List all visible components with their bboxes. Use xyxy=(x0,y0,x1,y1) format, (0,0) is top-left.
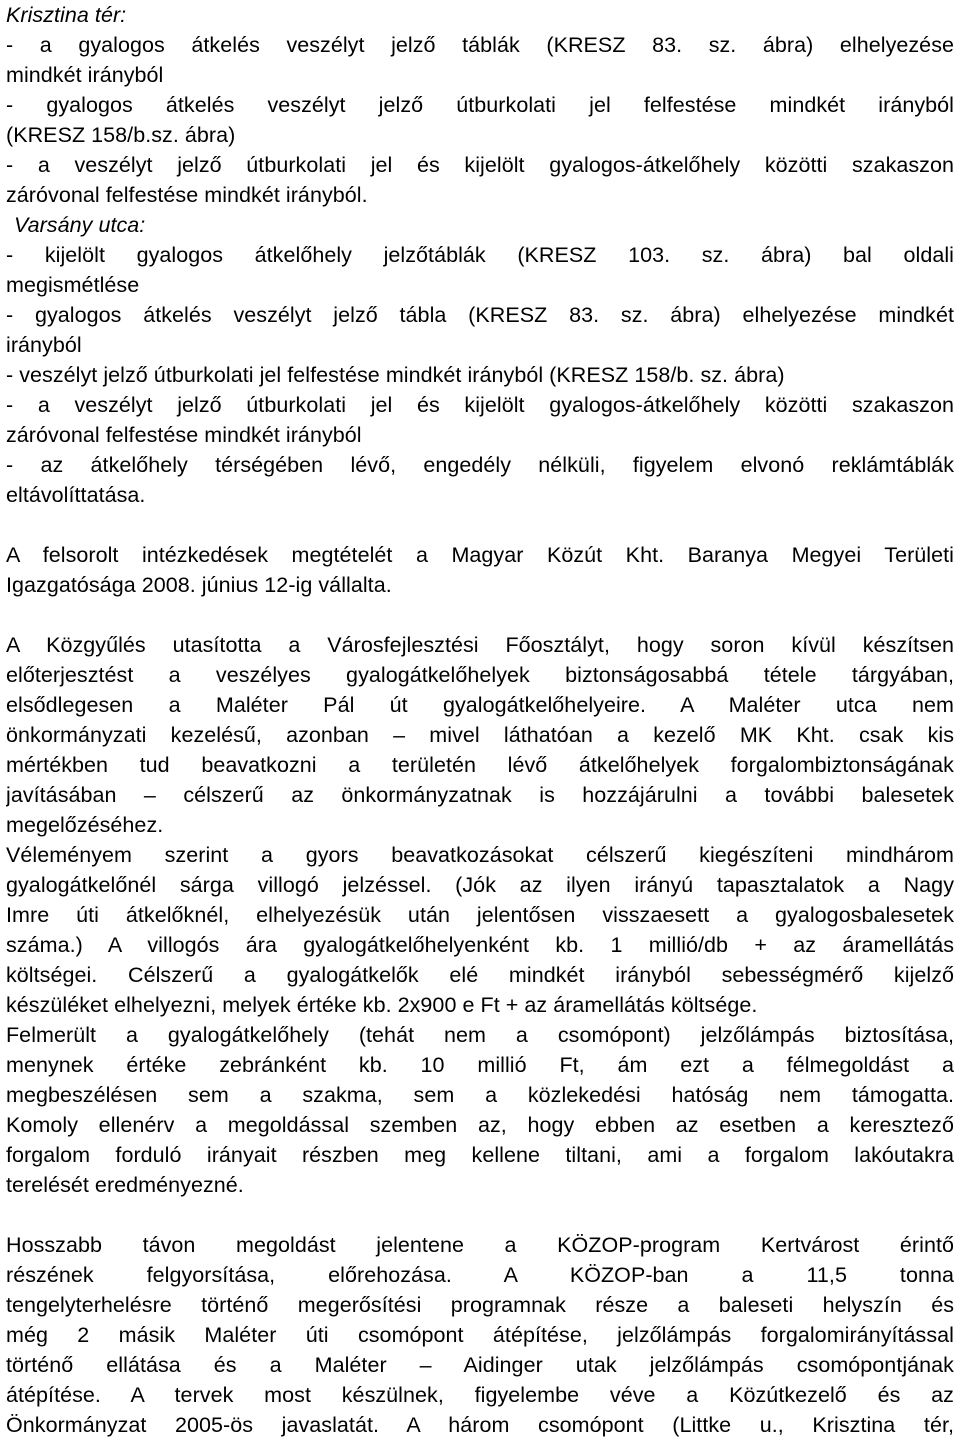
text-line: tengelyterhelésre történő megerősítési programnak része a baleseti helyszín és xyxy=(6,1293,954,1317)
text-line: Véleményem szerint a gyors beavatkozásokat célszerű kiegészíteni mindhárom xyxy=(6,843,954,867)
section-varsany-utca xyxy=(6,210,954,510)
text-line: Felmerült a gyalogátkelőhely (tehát nem a csomópont) jelzőlámpás biztosítása, xyxy=(6,1023,954,1047)
text-line: Imre úti átkelőknél, elhelyezésük után jelentősen visszaesett a gyalogosbalesetek xyxy=(6,903,954,927)
text-line: záróvonal felfestése mindkét irányból. xyxy=(6,183,368,207)
text-line: menynek értéke zebránként kb. 10 millió Ft, ám ezt a félmegoldást a xyxy=(6,1053,954,1077)
text-line: készüléket elhelyezni, melyek értéke kb. 2x900 e Ft + az áramellátás költsége. xyxy=(6,993,758,1017)
text-line: önkormányzati kezelésű, azonban – mivel láthatóan a kezelő MK Kht. csak kis xyxy=(6,723,954,747)
text-line: mindkét irányból xyxy=(6,63,164,87)
section-heading: Krisztina tér: xyxy=(6,3,127,27)
text-line: - veszélyt jelző útburkolati jel felfestése mindkét irányból (KRESZ 158/b. sz. ábra) xyxy=(6,363,785,387)
paragraph-assembly-instruction xyxy=(6,630,954,1200)
text-line: száma.) A villogós ára gyalogátkelőhelyenként kb. 1 millió/db + az áramellátás xyxy=(6,933,954,957)
text-line: - a veszélyt jelző útburkolati jel és kijelölt gyalogos-átkelőhely közötti szakaszon xyxy=(6,393,954,417)
text-line: javításában – célszerű az önkormányzatnak is hozzájárulni a további balesetek xyxy=(6,783,954,807)
text-line: megbeszélésen sem a szakma, sem a közlekedési hatóság nem támogatta. xyxy=(6,1083,954,1107)
text-line: Önkormányzat 2005-ös javaslatát. A három csomópont (Littke u., Krisztina tér, xyxy=(6,1413,954,1437)
text-line: történő ellátása és a Maléter – Aidinger utak jelzőlámpás csomópontjának xyxy=(6,1353,954,1377)
text-line: előterjesztést a veszélyes gyalogátkelőhelyek biztonságosabbá tétele tárgyában, xyxy=(6,663,954,687)
text-line: terelését eredményezné. xyxy=(6,1173,244,1197)
text-line: - a gyalogos átkelés veszélyt jelző táblák (KRESZ 83. sz. ábra) elhelyezése xyxy=(6,33,954,57)
text-line: forgalom forduló irányait részben meg kellene tiltani, ami a forgalom lakóutakra xyxy=(6,1143,954,1167)
text-line: záróvonal felfestése mindkét irányból xyxy=(6,423,362,447)
document-page xyxy=(6,0,954,1440)
text-line: A Közgyűlés utasította a Városfejlesztési Főosztályt, hogy soron kívül készítsen xyxy=(6,633,954,657)
text-line: átépítése. A tervek most készülnek, figyelembe véve a Közútkezelő és az xyxy=(6,1383,954,1407)
text-line: Komoly ellenérv a megoldással szemben az, hogy ebben az esetben a keresztező xyxy=(6,1113,954,1137)
text-line: megelőzéséhez. xyxy=(6,813,164,837)
text-line: részének felgyorsítása, előrehozása. A KÖZOP-ban a 11,5 tonna xyxy=(6,1263,954,1287)
text-line: költségei. Célszerű a gyalogátkelők elé mindkét irányból sebességmérő kijelző xyxy=(6,963,954,987)
text-line: irányból xyxy=(6,333,82,357)
text-line: megismétlése xyxy=(6,273,140,297)
paragraph-kozop-program xyxy=(6,1230,954,1440)
text-line: gyalogátkelőnél sárga villogó jelzéssel. (Jók az ilyen irányú tapasztalatok a Nagy xyxy=(6,873,954,897)
paragraph-gap xyxy=(6,600,954,630)
text-line: Igazgatósága 2008. június 12-ig vállalta. xyxy=(6,573,392,597)
text-line: eltávolíttatása. xyxy=(6,483,146,507)
text-line: még 2 másik Maléter úti csomópont átépítése, jelzőlámpás forgalomirányítással xyxy=(6,1323,954,1347)
text-line: A felsorolt intézkedések megtételét a Magyar Közút Kht. Baranya Megyei Területi xyxy=(6,543,954,567)
text-line: - kijelölt gyalogos átkelőhely jelzőtáblák (KRESZ 103. sz. ábra) bal oldali xyxy=(6,243,954,267)
paragraph-gap xyxy=(6,1200,954,1230)
text-line: Hosszabb távon megoldást jelentene a KÖZOP-program Kertvárost érintő xyxy=(6,1233,954,1257)
text-line: elsődlegesen a Maléter Pál út gyalogátkelőhelyeire. A Maléter utca nem xyxy=(6,693,954,717)
text-line: - gyalogos átkelés veszélyt jelző tábla (KRESZ 83. sz. ábra) elhelyezése mindkét xyxy=(6,303,954,327)
section-krisztina-ter xyxy=(6,0,954,210)
text-line: (KRESZ 158/b.sz. ábra) xyxy=(6,123,236,147)
text-line: - gyalogos átkelés veszélyt jelző útburkolati jel felfestése mindkét irányból xyxy=(6,93,954,117)
section-heading: Varsány utca: xyxy=(14,213,146,237)
text-line: - az átkelőhely térségében lévő, engedély nélküli, figyelem elvonó reklámtáblák xyxy=(6,453,954,477)
text-line: mértékben tud beavatkozni a területén lévő átkelőhelyek forgalombiztonságának xyxy=(6,753,954,777)
paragraph-commitment xyxy=(6,540,954,600)
paragraph-gap xyxy=(6,510,954,540)
text-line: - a veszélyt jelző útburkolati jel és kijelölt gyalogos-átkelőhely közötti szakaszon xyxy=(6,153,954,177)
